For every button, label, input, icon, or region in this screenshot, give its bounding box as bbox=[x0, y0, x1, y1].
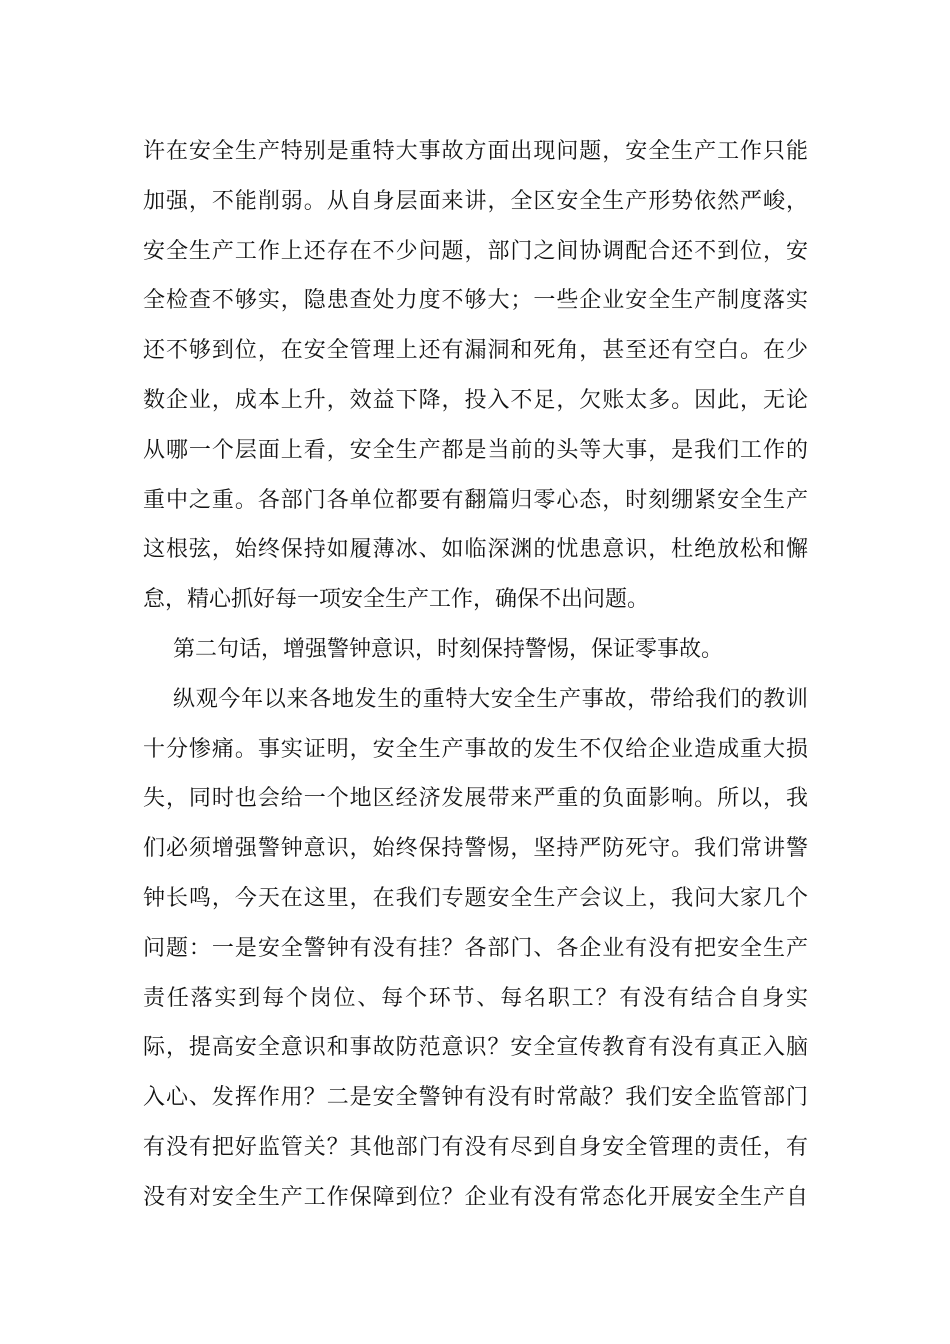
text-line: 问题：一是安全警钟有没有挂？各部门、各企业有没有把安全生产 bbox=[143, 935, 808, 961]
text-line: 还不够到位，在安全管理上还有漏洞和死角，甚至还有空白。在少 bbox=[143, 338, 808, 364]
text-line: 入心、发挥作用？二是安全警钟有没有时常敲？我们安全监管部门 bbox=[143, 1085, 808, 1111]
text-line: 从哪一个层面上看，安全生产都是当前的头等大事，是我们工作的 bbox=[143, 437, 808, 463]
text-line: 有没有把好监管关？其他部门有没有尽到自身安全管理的责任，有 bbox=[143, 1134, 808, 1160]
body-text bbox=[143, 127, 808, 1223]
text-line: 全检查不够实，隐患查处力度不够大；一些企业安全生产制度落实 bbox=[143, 288, 808, 314]
paragraph bbox=[143, 625, 808, 675]
text-line: 重中之重。各部门各单位都要有翻篇归零心态，时刻绷紧安全生产 bbox=[143, 487, 808, 513]
text-line: 数企业，成本上升，效益下降，投入不足，欠账太多。因此，无论 bbox=[143, 387, 808, 413]
text-line: 十分惨痛。事实证明，安全生产事故的发生不仅给企业造成重大损 bbox=[143, 736, 808, 762]
text-line: 这根弦，始终保持如履薄冰、如临深渊的忧患意识，杜绝放松和懈 bbox=[143, 537, 808, 563]
text-line: 责任落实到每个岗位、每个环节、每名职工？有没有结合自身实 bbox=[143, 985, 808, 1011]
text-line: 失，同时也会给一个地区经济发展带来严重的负面影响。所以，我 bbox=[143, 786, 808, 812]
paragraph bbox=[143, 127, 808, 625]
text-line: 没有对安全生产工作保障到位？企业有没有常态化开展安全生产自 bbox=[143, 1184, 808, 1210]
text-line: 许在安全生产特别是重特大事故方面出现问题，安全生产工作只能 bbox=[143, 139, 808, 164]
text-line: 们必须增强警钟意识，始终保持警惕，坚持严防死守。我们常讲警 bbox=[143, 836, 808, 862]
text-line: 安全生产工作上还存在不少问题，部门之间协调配合还不到位，安 bbox=[143, 238, 808, 264]
text-line: 怠，精心抓好每一项安全生产工作，确保不出问题。 bbox=[143, 587, 650, 613]
text-line: 纵观今年以来各地发生的重特大安全生产事故，带给我们的教训 bbox=[173, 686, 808, 712]
text-line: 钟长鸣，今天在这里，在我们专题安全生产会议上，我问大家几个 bbox=[143, 885, 808, 911]
section-heading-line: 第二句话，增强警钟意识，时刻保持警惕，保证零事故。 bbox=[173, 636, 724, 662]
text-line: 加强，不能削弱。从自身层面来讲，全区安全生产形势依然严峻， bbox=[143, 188, 808, 214]
paragraph bbox=[143, 675, 808, 1223]
text-line: 际，提高安全意识和事故防范意识？安全宣传教育有没有真正入脑 bbox=[143, 1035, 808, 1061]
